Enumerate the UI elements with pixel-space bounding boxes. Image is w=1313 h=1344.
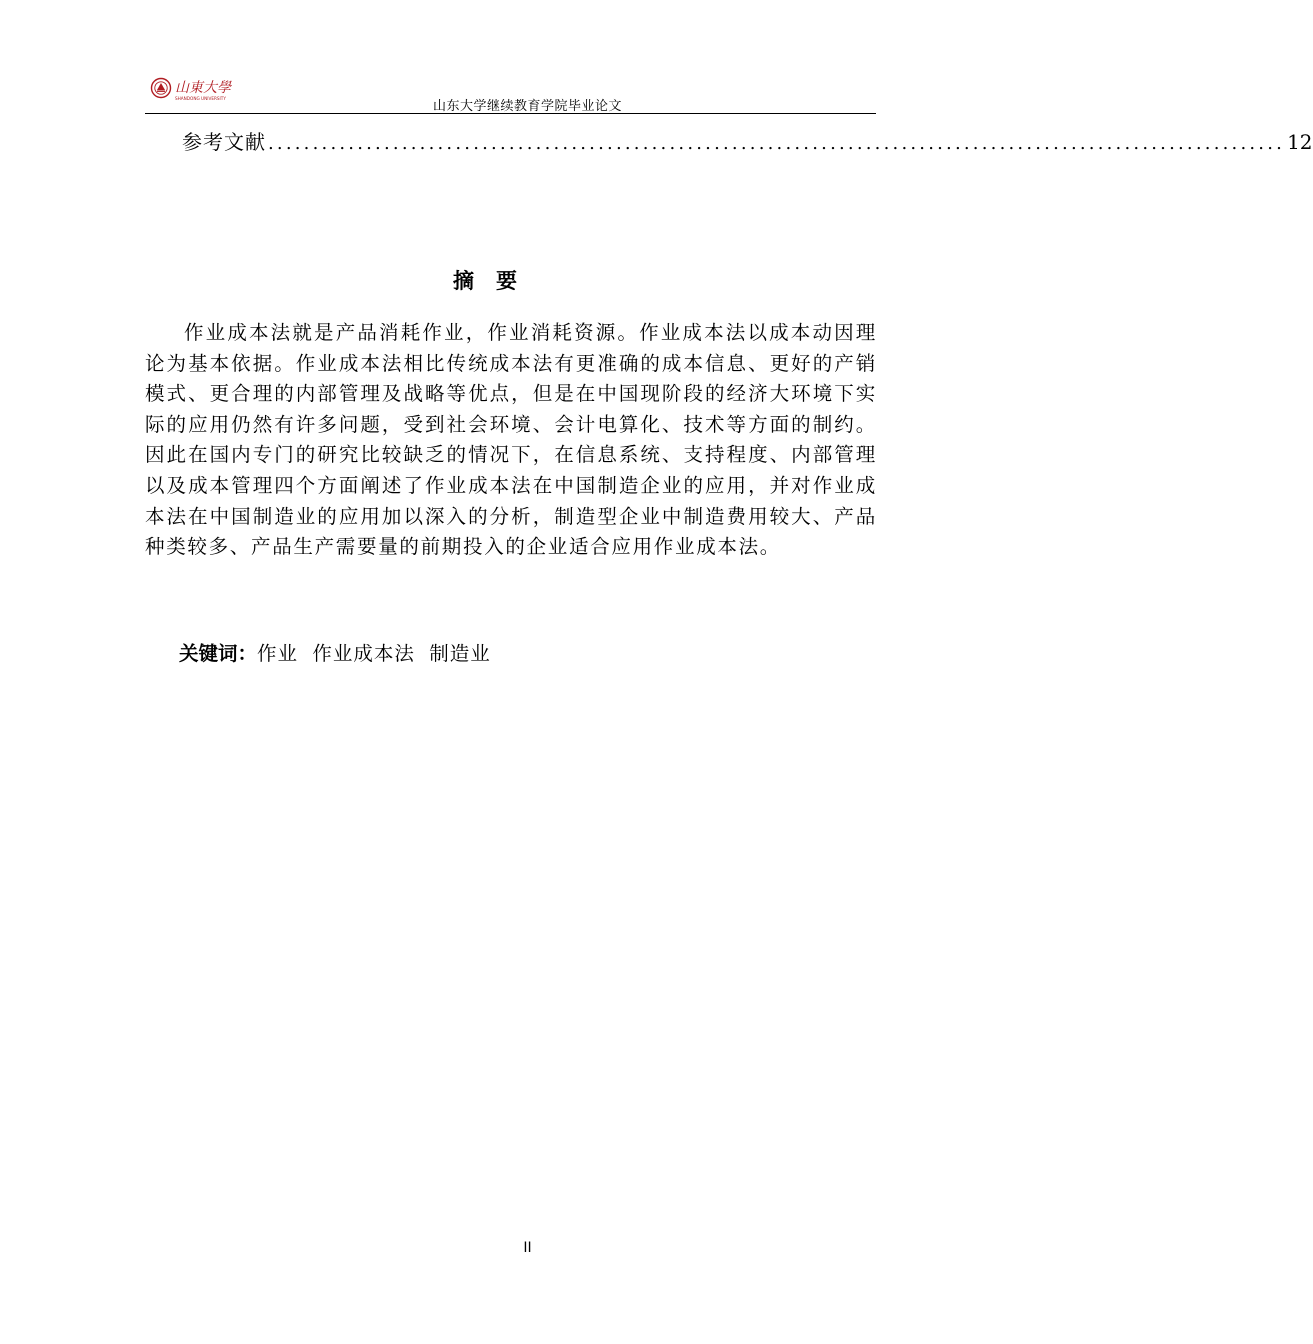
header-divider: [145, 113, 876, 114]
abstract-heading: 摘要: [453, 268, 539, 293]
logo-subtext: SHANDONG UNIVERSITY: [175, 96, 226, 101]
toc-entry-page: 12: [1287, 130, 1313, 154]
toc-entry-label: 参考文献: [182, 130, 266, 154]
toc-leader-dots: ..................................................................................................................: [268, 133, 1286, 154]
keywords-values: 作业 作业成本法 制造业: [257, 642, 491, 665]
keywords-line: [179, 638, 491, 666]
page-number: II: [523, 1240, 532, 1256]
document-header-title: 山东大学继续教育学院毕业论文: [432, 99, 622, 114]
abstract-body: 作业成本法就是产品消耗作业，作业消耗资源。作业成本法以成本动因理论为基本依据。作业成本法相比传统成本法有更准确的成本信息、更好的产销模式、更合理的内部管理及战略等优点，但是在中国现阶段的经济大环境下实际的应用仍然有许多问题，受到社会环境、会计电算化、技术等方面的制约。因此在国内专门的研究比较缺乏的情况下，在信息系统、支持程度、内部管理以及成本管理四个方面阐述了作业成本法在中国制造企业的应用，并对作业成本法在中国制造业的应用加以深入的分析，制造型企业中制造费用较大、产品种类较多、产品生产需要量的前期投入的企业适合应用作业成本法。: [145, 321, 877, 559]
logo-text: 山東大學: [175, 80, 231, 96]
toc-entry-references: [182, 126, 1313, 154]
keywords-label: 关键词：: [179, 642, 258, 665]
